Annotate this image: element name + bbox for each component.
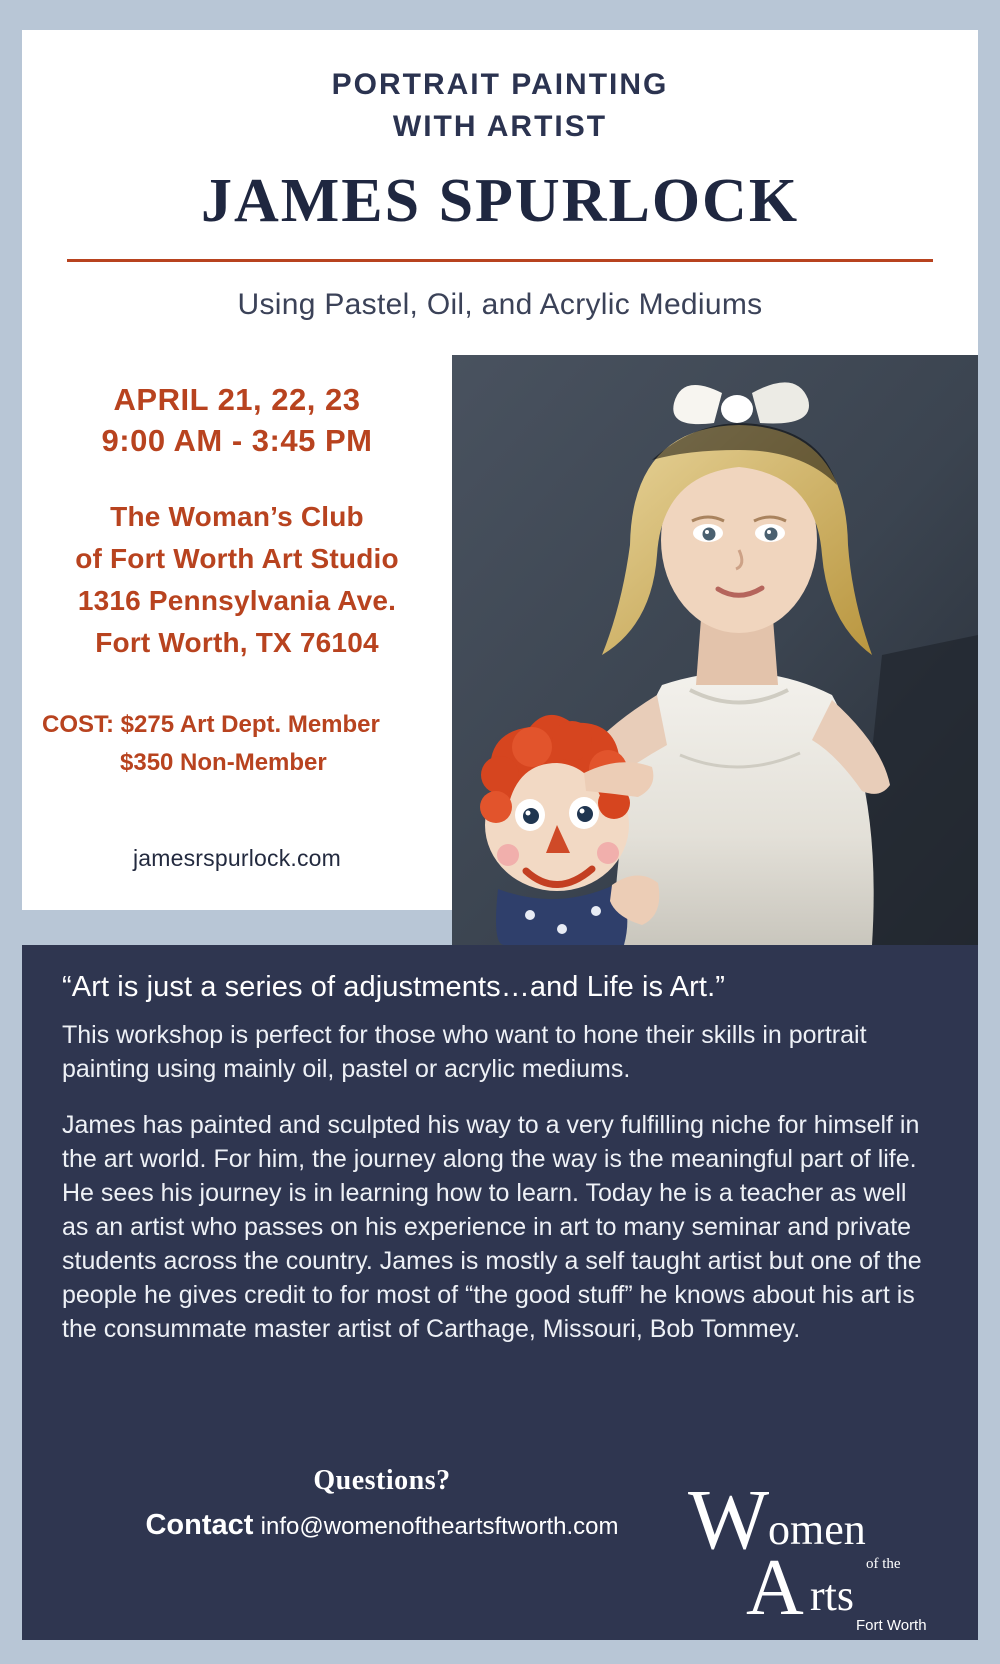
contact-line (62, 1509, 702, 1542)
logo-of-the: of the (866, 1556, 901, 1572)
cost-non-member: $350 Non-Member (120, 749, 327, 777)
cost-member: COST: $275 Art Dept. Member (42, 710, 380, 738)
questions-heading: Questions? (313, 1465, 451, 1496)
event-dates: APRIL 21, 22, 23 (113, 382, 361, 417)
event-times: 9:00 AM - 3:45 PM (101, 422, 373, 458)
header-line-2: WITH ARTIST (392, 110, 608, 143)
artist-biography: James has painted and sculpted his way to a very fulfilling niche for himself in the art world. For him, the journey along the way is the meaningful part of life. He sees his journey is in learning how to learn. Today he is a teacher as well as an artist who passes on his experience in art to many seminar and private students across the country. James is mostly a self taught artist but one of the people he gives credit to for most of “the good stuff” he knows about his art is the consummate master artist of Carthage, Missouri, Bob Tommey. (62, 1111, 922, 1343)
event-details (22, 380, 452, 872)
women-of-the-arts-logo (688, 1482, 948, 1632)
workshop-description: This workshop is perfect for those who want to hone their skills in portrait painting using mainly oil, pastel or acrylic mediums. (62, 1021, 867, 1083)
logo-letter-w: W (688, 1482, 770, 1567)
description-panel (22, 945, 978, 1640)
artist-name: JAMES SPURLOCK (200, 167, 800, 235)
venue-line-2: of Fort Worth Art Studio (75, 542, 399, 574)
artist-quote: “Art is just a series of adjustments…and Life is Art.” (62, 971, 725, 1003)
logo-letter-a: A (746, 1544, 804, 1632)
logo-location: Fort Worth (856, 1617, 927, 1632)
portrait-illustration (452, 355, 978, 945)
subtitle: Using Pastel, Oil, and Acrylic Mediums (237, 288, 763, 321)
header-line-1: PORTRAIT PAINTING (331, 68, 669, 101)
artist-website-link[interactable]: jamesrspurlock.com (132, 844, 342, 871)
venue-line-1: The Woman’s Club (110, 500, 364, 532)
logo-mark (688, 1482, 948, 1632)
logo-word-rts: rts (810, 1571, 854, 1620)
contact-block (62, 1465, 702, 1542)
contact-label: Contact (145, 1509, 254, 1541)
logo-word-omen: omen (768, 1505, 866, 1554)
portrait-painting-image (452, 355, 978, 945)
divider-rule (67, 259, 933, 262)
venue-address: 1316 Pennsylvania Ave. (77, 584, 397, 616)
contact-email[interactable]: info@womenoftheartsftworth.com (260, 1513, 619, 1540)
venue-city-state-zip: Fort Worth, TX 76104 (95, 626, 379, 658)
